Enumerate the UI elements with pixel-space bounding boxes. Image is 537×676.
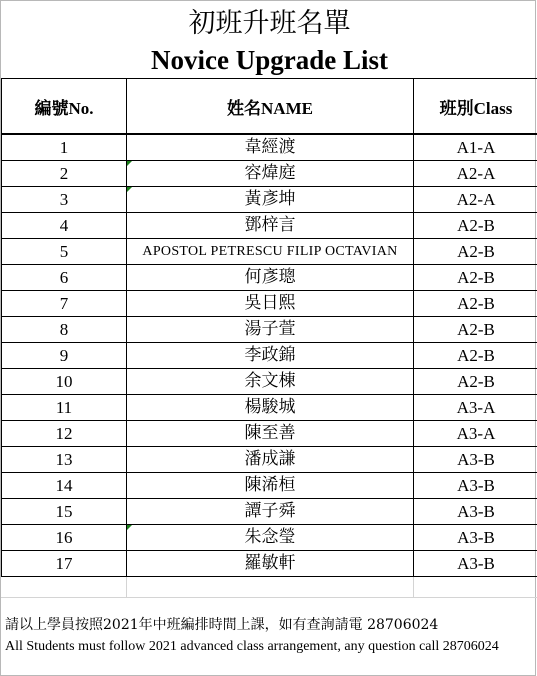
cell-class[interactable]	[414, 161, 537, 187]
header-class[interactable]: 班別Class	[414, 79, 537, 135]
cell-class-text: A3-A	[456, 398, 496, 417]
cell-comment-marker-icon	[127, 525, 132, 530]
footer-divider	[1, 597, 537, 598]
cell-name-text: 黃彥坤	[244, 189, 296, 209]
cell-class-text: A2-B	[457, 268, 495, 287]
cell-name[interactable]	[127, 343, 414, 369]
cell-name[interactable]	[127, 473, 414, 499]
empty-cell[interactable]	[414, 577, 537, 598]
cell-number-text: 15	[55, 502, 73, 521]
cell-name[interactable]	[127, 499, 414, 525]
cell-name-text: 余文棟	[244, 371, 296, 391]
cell-name[interactable]	[127, 525, 414, 551]
cell-number-text: 6	[59, 268, 69, 287]
cell-name-text: 何彥璁	[244, 267, 296, 287]
cell-name[interactable]	[127, 395, 414, 421]
cell-number[interactable]	[2, 473, 127, 499]
cell-name-text: APOSTOL PETRESCU FILIP OCTAVIAN	[142, 244, 398, 259]
upgrade-list-table	[1, 78, 537, 597]
cell-name-text: 韋經渡	[244, 137, 296, 157]
cell-number-text: 12	[55, 424, 73, 443]
cell-class-text: A3-B	[457, 554, 495, 573]
cell-number-text: 17	[55, 554, 73, 573]
cell-class-text: A2-A	[456, 190, 496, 209]
table-row	[2, 525, 537, 551]
cell-class-text: A2-B	[457, 346, 495, 365]
cell-class[interactable]	[414, 239, 537, 265]
header-number[interactable]: 編號No.	[2, 79, 127, 135]
title-chinese: 初班升班名單	[188, 8, 351, 39]
cell-name-text: 楊駿城	[244, 397, 296, 417]
cell-class-text: A2-B	[457, 372, 495, 391]
cell-number[interactable]	[2, 161, 127, 187]
cell-name-text: 湯子萱	[244, 319, 296, 339]
cell-name[interactable]	[127, 369, 414, 395]
cell-class[interactable]	[414, 187, 537, 213]
cell-class-text: A2-B	[457, 294, 495, 313]
cell-number-text: 1	[59, 138, 69, 157]
cell-number-text: 8	[59, 320, 69, 339]
table-row	[2, 343, 537, 369]
cell-number[interactable]	[2, 525, 127, 551]
table-row	[2, 395, 537, 421]
cell-comment-marker-icon	[127, 187, 132, 192]
cell-class[interactable]	[414, 134, 537, 161]
cell-class[interactable]	[414, 473, 537, 499]
cell-class[interactable]	[414, 317, 537, 343]
cell-number[interactable]	[2, 343, 127, 369]
cell-class-text: A3-B	[457, 528, 495, 547]
note-chinese: 請以上學員按照2021年中班編排時間上課，如有查詢請電 28706024	[5, 617, 439, 633]
cell-class-text: A3-A	[456, 424, 496, 443]
cell-name-text: 容煒庭	[244, 163, 296, 183]
cell-number[interactable]	[2, 134, 127, 161]
cell-class-text: A3-B	[457, 502, 495, 521]
cell-class[interactable]	[414, 551, 537, 577]
cell-class[interactable]	[414, 291, 537, 317]
title-english: Novice Upgrade List	[151, 45, 388, 75]
cell-name[interactable]	[127, 551, 414, 577]
cell-number[interactable]	[2, 447, 127, 473]
cell-number-text: 11	[55, 398, 73, 417]
cell-number[interactable]	[2, 395, 127, 421]
cell-number-text: 2	[59, 164, 69, 183]
table-row	[2, 213, 537, 239]
cell-class-text: A2-A	[456, 164, 496, 183]
cell-name[interactable]	[127, 134, 414, 161]
cell-number-text: 10	[55, 372, 73, 391]
cell-class-text: A1-A	[456, 138, 496, 157]
cell-name-text: 譚子舜	[244, 501, 296, 521]
cell-name[interactable]	[127, 447, 414, 473]
table-row	[2, 447, 537, 473]
table-row	[2, 239, 537, 265]
cell-name[interactable]	[127, 265, 414, 291]
cell-number[interactable]	[2, 265, 127, 291]
cell-name-text: 朱念瑩	[244, 527, 296, 547]
cell-class[interactable]	[414, 499, 537, 525]
cell-name-text: 陳至善	[244, 423, 296, 443]
cell-number[interactable]	[2, 291, 127, 317]
cell-number[interactable]	[2, 421, 127, 447]
cell-number[interactable]	[2, 317, 127, 343]
cell-class-text: A3-B	[457, 476, 495, 495]
cell-comment-marker-icon	[127, 161, 132, 166]
cell-name[interactable]	[127, 291, 414, 317]
table-row	[2, 291, 537, 317]
cell-name-text: 吳日熙	[244, 293, 296, 313]
cell-class-text: A2-B	[457, 320, 495, 339]
cell-class[interactable]	[414, 421, 537, 447]
cell-number-text: 3	[59, 190, 69, 209]
empty-cell[interactable]	[2, 577, 127, 598]
cell-name-text: 李政錦	[244, 345, 296, 365]
cell-class[interactable]	[414, 343, 537, 369]
cell-number[interactable]	[2, 213, 127, 239]
empty-row	[2, 577, 537, 598]
table-row	[2, 187, 537, 213]
cell-name[interactable]	[127, 317, 414, 343]
table-row	[2, 473, 537, 499]
header-row	[2, 79, 537, 135]
cell-name[interactable]	[127, 161, 414, 187]
cell-number[interactable]	[2, 369, 127, 395]
cell-number-text: 9	[59, 346, 69, 365]
table-row	[2, 265, 537, 291]
cell-class[interactable]	[414, 447, 537, 473]
cell-class[interactable]	[414, 213, 537, 239]
table-row	[2, 499, 537, 525]
table-row	[2, 421, 537, 447]
cell-name-text: 潘成謙	[244, 449, 296, 469]
cell-class[interactable]	[414, 525, 537, 551]
cell-class-text: A3-B	[457, 450, 495, 469]
cell-name-text: 羅敏軒	[244, 553, 296, 573]
table-row	[2, 551, 537, 577]
cell-class[interactable]	[414, 369, 537, 395]
cell-name-text: 陳浠桓	[244, 475, 296, 495]
cell-name[interactable]	[127, 213, 414, 239]
cell-number[interactable]	[2, 239, 127, 265]
table-row	[2, 134, 537, 161]
cell-name-text: 鄧梓言	[244, 215, 296, 235]
table-row	[2, 369, 537, 395]
cell-number[interactable]	[2, 499, 127, 525]
cell-class[interactable]	[414, 265, 537, 291]
cell-number-text: 13	[55, 450, 73, 469]
table-row	[2, 317, 537, 343]
cell-class-text: A2-B	[457, 242, 495, 261]
cell-number[interactable]	[2, 551, 127, 577]
cell-number-text: 16	[55, 528, 73, 547]
cell-number[interactable]	[2, 187, 127, 213]
cell-class-text: A2-B	[457, 216, 495, 235]
cell-name[interactable]	[127, 421, 414, 447]
cell-number-text: 4	[59, 216, 69, 235]
header-name[interactable]: 姓名NAME	[127, 79, 414, 135]
cell-name[interactable]	[127, 187, 414, 213]
cell-class[interactable]	[414, 395, 537, 421]
cell-number-text: 5	[59, 242, 69, 261]
cell-number-text: 7	[59, 294, 69, 313]
note-english: All Students must follow 2021 advanced class arrangement, any question call 28706024	[5, 639, 499, 654]
table-row	[2, 161, 537, 187]
cell-number-text: 14	[55, 476, 73, 495]
cell-name[interactable]	[127, 239, 414, 265]
empty-cell[interactable]	[127, 577, 414, 598]
